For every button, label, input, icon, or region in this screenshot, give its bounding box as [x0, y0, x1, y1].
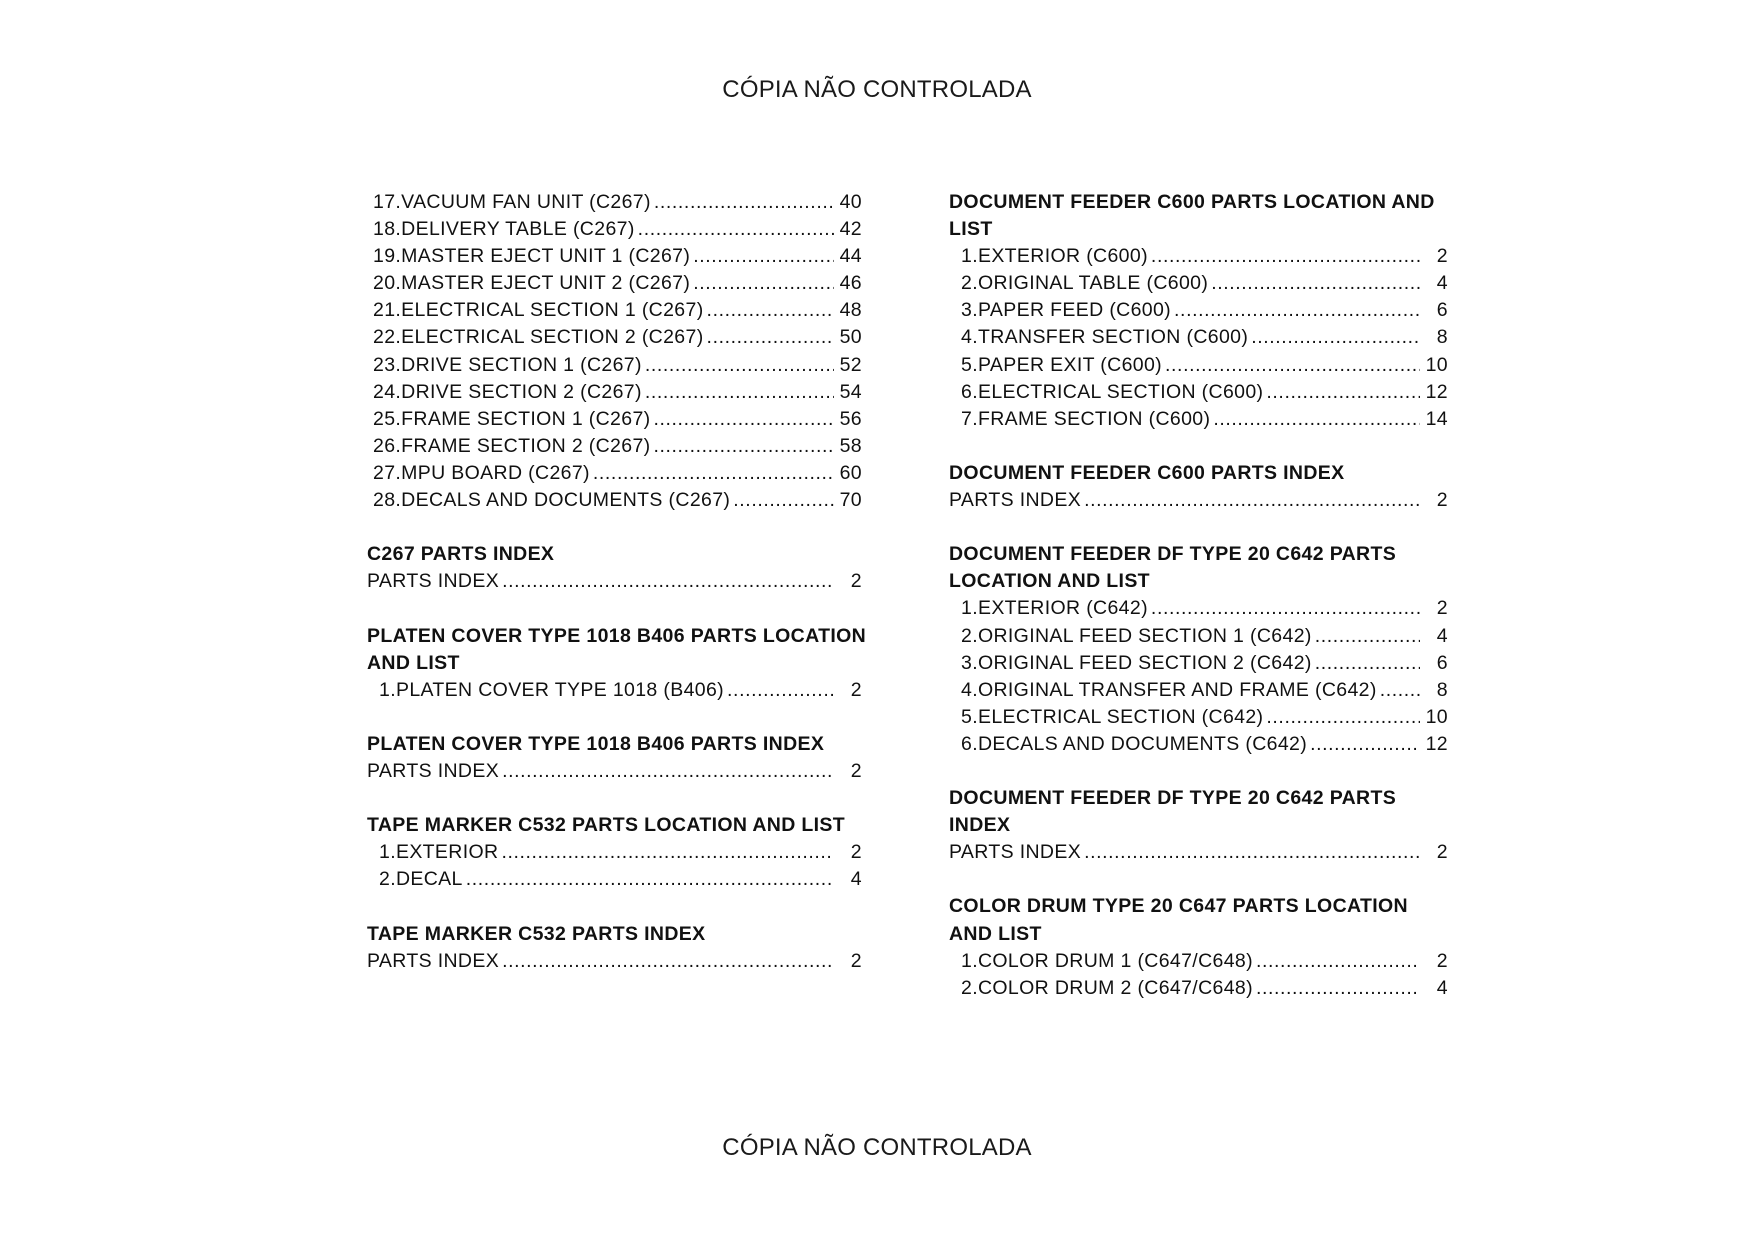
toc-entry-title: 1.EXTERIOR (C600) [961, 245, 1148, 268]
section-heading-c600-index[interactable]: DOCUMENT FEEDER C600 PARTS INDEX [949, 461, 1345, 484]
dot-leader [733, 487, 834, 514]
toc-entry[interactable] [367, 433, 872, 460]
section-spacer [367, 704, 872, 731]
toc-entry-title: 4.ORIGINAL TRANSFER AND FRAME (C642) [961, 678, 1377, 701]
toc-entry[interactable] [949, 677, 1458, 704]
toc-entry-title: 1.EXTERIOR [379, 841, 499, 864]
toc-entry-title: 19.MASTER EJECT UNIT 1 (C267) [373, 245, 691, 268]
toc-entry-title: 17.VACUUM FAN UNIT (C267) [373, 191, 651, 213]
toc-entry-page: 2 [1436, 841, 1448, 864]
dot-leader [1315, 623, 1420, 650]
dot-leader [1380, 677, 1420, 704]
dot-leader [1084, 487, 1420, 514]
toc-entry[interactable] [949, 352, 1458, 379]
toc-entry[interactable] [949, 324, 1458, 351]
toc-entry-title: PARTS INDEX [367, 570, 500, 593]
toc-entry-title: 7.FRAME SECTION (C600) [961, 407, 1211, 430]
toc-entry[interactable] [949, 975, 1458, 1002]
toc-entry-title: PARTS INDEX [949, 841, 1082, 864]
toc-entry-page: 52 [839, 353, 862, 376]
dot-leader [727, 677, 834, 704]
section-spacer [949, 514, 1458, 541]
dot-leader [1256, 948, 1420, 975]
toc-entry[interactable] [367, 379, 872, 406]
section-heading-platen-list[interactable]: PLATEN COVER TYPE 1018 B406 PARTS LOCATION AND LIST [367, 624, 867, 674]
dot-leader [1213, 406, 1420, 433]
toc-entry-title: 1.PLATEN COVER TYPE 1018 (B406) [379, 678, 725, 701]
section-heading-c647-list[interactable]: COLOR DRUM TYPE 20 C647 PARTS LOCATION AND LIST [949, 895, 1408, 945]
dot-leader [1174, 297, 1420, 324]
toc-entry-page: 44 [839, 245, 862, 268]
dot-leader [593, 460, 834, 487]
dot-leader [645, 379, 834, 406]
dot-leader [645, 352, 834, 379]
toc-entry-title: 3.ORIGINAL FEED SECTION 2 (C642) [961, 651, 1312, 674]
toc-entry-page: 56 [839, 407, 862, 430]
toc-entry-title: 28.DECALS AND DOCUMENTS (C267) [373, 489, 731, 512]
section-spacer [367, 595, 872, 622]
dot-leader [502, 758, 834, 785]
toc-entry-page: 2 [850, 949, 862, 972]
toc-entry-title: 23.DRIVE SECTION 1 (C267) [373, 353, 642, 376]
toc-entry-title: 4.TRANSFER SECTION (C600) [961, 326, 1249, 349]
toc-entry[interactable] [949, 487, 1458, 514]
dot-leader [1084, 839, 1420, 866]
toc-entry-page: 50 [839, 326, 862, 349]
toc-entry[interactable] [949, 948, 1458, 975]
dot-leader [1151, 243, 1420, 270]
toc-entry-page: 8 [1436, 326, 1448, 349]
toc-entry-title: 20.MASTER EJECT UNIT 2 (C267) [373, 272, 691, 295]
toc-entry[interactable] [367, 460, 872, 487]
toc-entry[interactable] [949, 297, 1458, 324]
toc-entry[interactable] [367, 948, 872, 975]
toc-left-column [367, 189, 872, 975]
toc-entry-page: 6 [1436, 299, 1448, 322]
dot-leader [1165, 352, 1420, 379]
toc-entry[interactable] [367, 866, 872, 893]
toc-entry-page: 2 [850, 759, 862, 782]
toc-entry[interactable] [367, 406, 872, 433]
toc-entry[interactable] [367, 243, 872, 270]
toc-entry[interactable] [367, 324, 872, 351]
toc-entry-page: 12 [1425, 380, 1448, 403]
toc-entry-page: 4 [850, 868, 862, 891]
toc-entry[interactable] [367, 270, 872, 297]
section-spacer [949, 758, 1458, 785]
toc-entry-page: 2 [850, 841, 862, 864]
section-heading-platen-index[interactable]: PLATEN COVER TYPE 1018 B406 PARTS INDEX [367, 732, 825, 755]
toc-entry[interactable] [367, 189, 872, 216]
toc-entry[interactable] [949, 243, 1458, 270]
section-spacer [367, 514, 872, 541]
toc-entry-page: 2 [1436, 489, 1448, 512]
toc-entry-title: 3.PAPER FEED (C600) [961, 299, 1172, 322]
toc-entry-title: PARTS INDEX [367, 759, 500, 782]
toc-entry[interactable] [367, 216, 872, 243]
toc-entry[interactable] [367, 297, 872, 324]
dot-leader [1256, 975, 1420, 1002]
toc-entry[interactable] [367, 758, 872, 785]
dot-leader [1266, 704, 1420, 731]
toc-entry-page: 42 [839, 218, 862, 241]
toc-entry-page: 4 [1436, 624, 1448, 647]
toc-entry[interactable] [949, 406, 1458, 433]
dot-leader [502, 948, 834, 975]
toc-entry[interactable] [949, 623, 1458, 650]
dot-leader [707, 324, 834, 351]
toc-entry-page: 4 [1436, 272, 1448, 295]
section-heading-c642-list[interactable]: DOCUMENT FEEDER DF TYPE 20 C642 PARTS LOCATION AND LIST [949, 543, 1397, 593]
toc-entry-title: 2.ORIGINAL FEED SECTION 1 (C642) [961, 624, 1312, 647]
toc-entry[interactable] [949, 731, 1458, 758]
section-spacer [949, 866, 1458, 893]
toc-entry-page: 12 [1425, 732, 1448, 755]
toc-entry-title: 5.PAPER EXIT (C600) [961, 353, 1163, 376]
toc-entry[interactable] [949, 650, 1458, 677]
toc-entry-title: 18.DELIVERY TABLE (C267) [373, 218, 635, 241]
uncontrolled-copy-header: CÓPIA NÃO CONTROLADA [722, 76, 1032, 103]
toc-entry-page: 48 [839, 299, 862, 322]
section-spacer [367, 785, 872, 812]
uncontrolled-copy-footer: CÓPIA NÃO CONTROLADA [722, 1134, 1032, 1161]
section-heading-c600-list[interactable]: DOCUMENT FEEDER C600 PARTS LOCATION AND LIST [949, 191, 1435, 241]
toc-entry-page: 14 [1425, 407, 1448, 430]
dot-leader [501, 839, 834, 866]
toc-entry-page: 8 [1436, 678, 1448, 701]
toc-entry[interactable] [949, 704, 1458, 731]
dot-leader [693, 243, 834, 270]
toc-entry-title: 2.ORIGINAL TABLE (C600) [961, 272, 1209, 295]
dot-leader [653, 433, 834, 460]
toc-entry-page: 60 [839, 461, 862, 484]
dot-leader [638, 216, 834, 243]
toc-entry-title: 21.ELECTRICAL SECTION 1 (C267) [373, 299, 704, 322]
toc-entry[interactable] [949, 270, 1458, 297]
section-heading-c267-index[interactable]: C267 PARTS INDEX [367, 543, 555, 566]
dot-leader [653, 406, 834, 433]
toc-entry-title: 25.FRAME SECTION 1 (C267) [373, 407, 651, 430]
toc-entry-title: 2.DECAL [379, 868, 463, 891]
toc-entry[interactable] [949, 379, 1458, 406]
toc-entry[interactable] [367, 487, 872, 514]
toc-entry[interactable] [367, 568, 872, 595]
toc-entry-page: 6 [1436, 651, 1448, 674]
toc-entry-title: 26.FRAME SECTION 2 (C267) [373, 434, 651, 457]
dot-leader [1310, 731, 1420, 758]
toc-entry-page: 58 [839, 434, 862, 457]
toc-entry-page: 2 [1436, 597, 1448, 620]
toc-entry-page: 10 [1425, 353, 1448, 376]
toc-entry[interactable] [367, 839, 872, 866]
section-spacer [367, 893, 872, 920]
toc-entry-title: 6.DECALS AND DOCUMENTS (C642) [961, 732, 1308, 755]
toc-entry[interactable] [949, 839, 1458, 866]
dot-leader [1266, 379, 1420, 406]
toc-entry-title: PARTS INDEX [367, 949, 500, 972]
dot-leader [1315, 650, 1420, 677]
toc-entry-title: PARTS INDEX [949, 489, 1082, 512]
toc-right-column [949, 189, 1458, 1002]
dot-leader [1151, 595, 1420, 622]
toc-entry-page: 70 [839, 489, 862, 512]
toc-entry-title: 1.EXTERIOR (C642) [961, 597, 1148, 620]
dot-leader [707, 297, 834, 324]
dot-leader [466, 866, 834, 893]
toc-entry-page: 2 [1436, 949, 1448, 972]
toc-entry-title: 5.ELECTRICAL SECTION (C642) [961, 705, 1264, 728]
toc-entry[interactable] [949, 595, 1458, 622]
toc-entry-page: 54 [839, 380, 862, 403]
dot-leader [1211, 270, 1420, 297]
toc-entry-page: 4 [1436, 976, 1448, 999]
toc-entry-page: 2 [850, 678, 862, 701]
toc-entry[interactable] [367, 352, 872, 379]
section-heading-c642-index[interactable]: DOCUMENT FEEDER DF TYPE 20 C642 PARTS INDEX [949, 787, 1397, 837]
toc-entry-title: 27.MPU BOARD (C267) [373, 461, 590, 484]
toc-entry-title: 1.COLOR DRUM 1 (C647/C648) [961, 949, 1253, 972]
section-heading-tape-list[interactable]: TAPE MARKER C532 PARTS LOCATION AND LIST [367, 814, 846, 837]
toc-entry-page: 40 [839, 191, 862, 213]
dot-leader [502, 568, 834, 595]
dot-leader [1251, 324, 1420, 351]
toc-entry-title: 24.DRIVE SECTION 2 (C267) [373, 380, 642, 403]
toc-entry-title: 2.COLOR DRUM 2 (C647/C648) [961, 976, 1253, 999]
toc-entry-title: 22.ELECTRICAL SECTION 2 (C267) [373, 326, 704, 349]
section-spacer [949, 433, 1458, 460]
toc-entry-page: 2 [850, 570, 862, 593]
toc-entry-page: 46 [839, 272, 862, 295]
dot-leader [693, 270, 834, 297]
section-heading-tape-index[interactable]: TAPE MARKER C532 PARTS INDEX [367, 922, 706, 945]
toc-entry[interactable] [367, 677, 872, 704]
dot-leader [654, 189, 834, 216]
toc-entry-title: 6.ELECTRICAL SECTION (C600) [961, 380, 1264, 403]
toc-entry-page: 2 [1436, 245, 1448, 268]
toc-entry-page: 10 [1425, 705, 1448, 728]
